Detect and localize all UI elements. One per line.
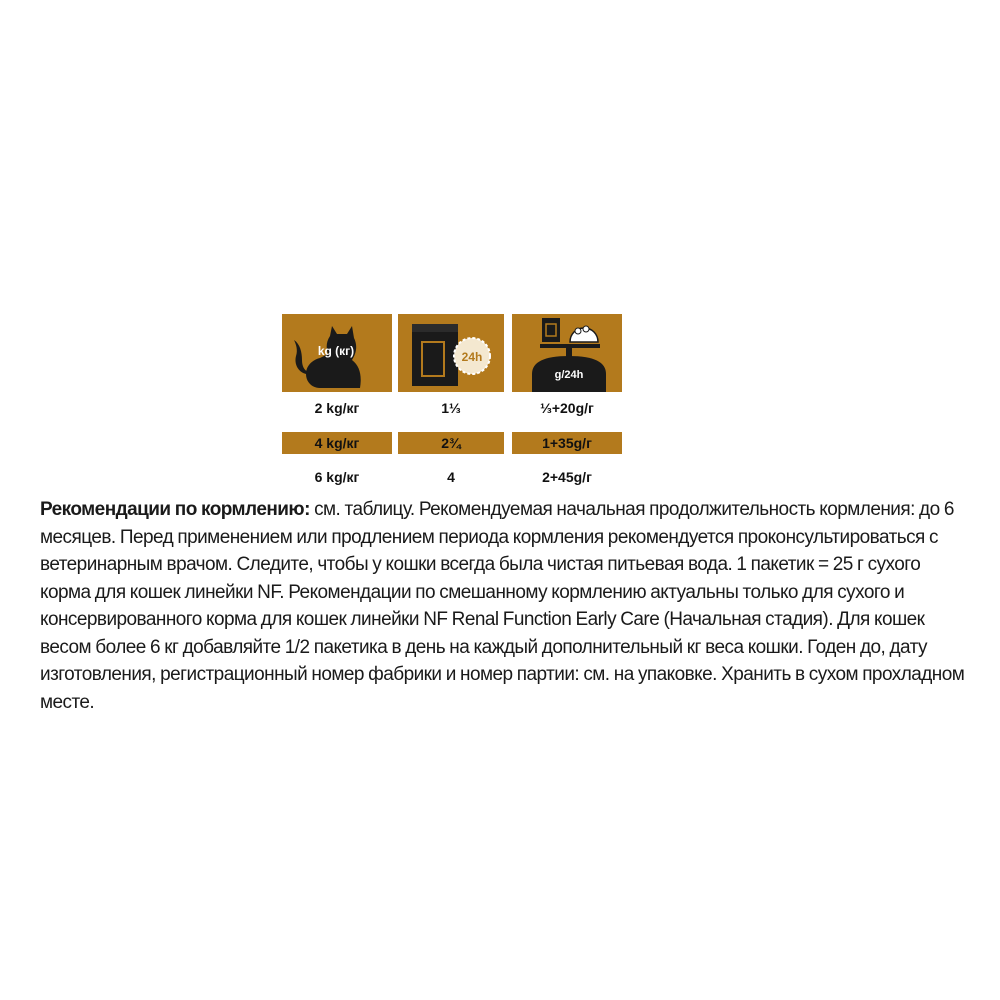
header-scale-cell bbox=[512, 314, 622, 392]
row-2-pouches: 2¾ bbox=[398, 432, 504, 454]
pouch-icon bbox=[398, 314, 504, 392]
clock-icon bbox=[454, 338, 490, 374]
scale-icon bbox=[512, 314, 622, 392]
description-heading: Рекомендации по кормлению: bbox=[40, 499, 310, 520]
row-1-dry: ⅓+20g/г bbox=[540, 400, 594, 416]
row-1-weight: 2 kg/кг bbox=[314, 400, 360, 416]
row-3-weight: 6 kg/кг bbox=[314, 469, 360, 485]
cat-icon bbox=[282, 314, 392, 392]
row-2-dry: 1+35g/г bbox=[512, 432, 622, 454]
clock-label: 24h bbox=[461, 350, 483, 364]
scale-label: g/24h bbox=[554, 369, 584, 381]
description-body: см. таблицу. Рекомендуемая начальная продолжительность кормления: до 6 месяцев. Перед применением или продлением периода кормления рекомендуется проконсультироваться с ветеринарным врачом. Следите, чтобы у кошки всегда была чистая питьевая вода. 1 пакетик = 25 г сухого корма для кошек линейки NF. Рекомендации по смешанному кормлению актуальны только для сухого и консервированного корма для кошек линейки NF Renal Function Early Care (Начальная стадия). Для кошек весом более 6 кг добавляйте 1/2 пакетика в день на каждый дополнительный кг веса кошки. Годен до, дату изготовления, регистрационный номер фабрики и номер партии: см. на упаковке. Хранить в сухом прохладном месте. bbox=[40, 499, 965, 713]
row-1-pouches: 1⅓ bbox=[441, 400, 461, 416]
row-2-weight: 4 kg/кг bbox=[282, 432, 392, 454]
row-3-dry: 2+45g/г bbox=[542, 469, 592, 485]
row-3-pouches: 4 bbox=[447, 469, 455, 485]
feeding-description bbox=[40, 496, 965, 716]
header-pouch-cell bbox=[398, 314, 504, 392]
header-weight-cell bbox=[282, 314, 392, 392]
weight-header-label: kg (кг) bbox=[317, 344, 355, 358]
